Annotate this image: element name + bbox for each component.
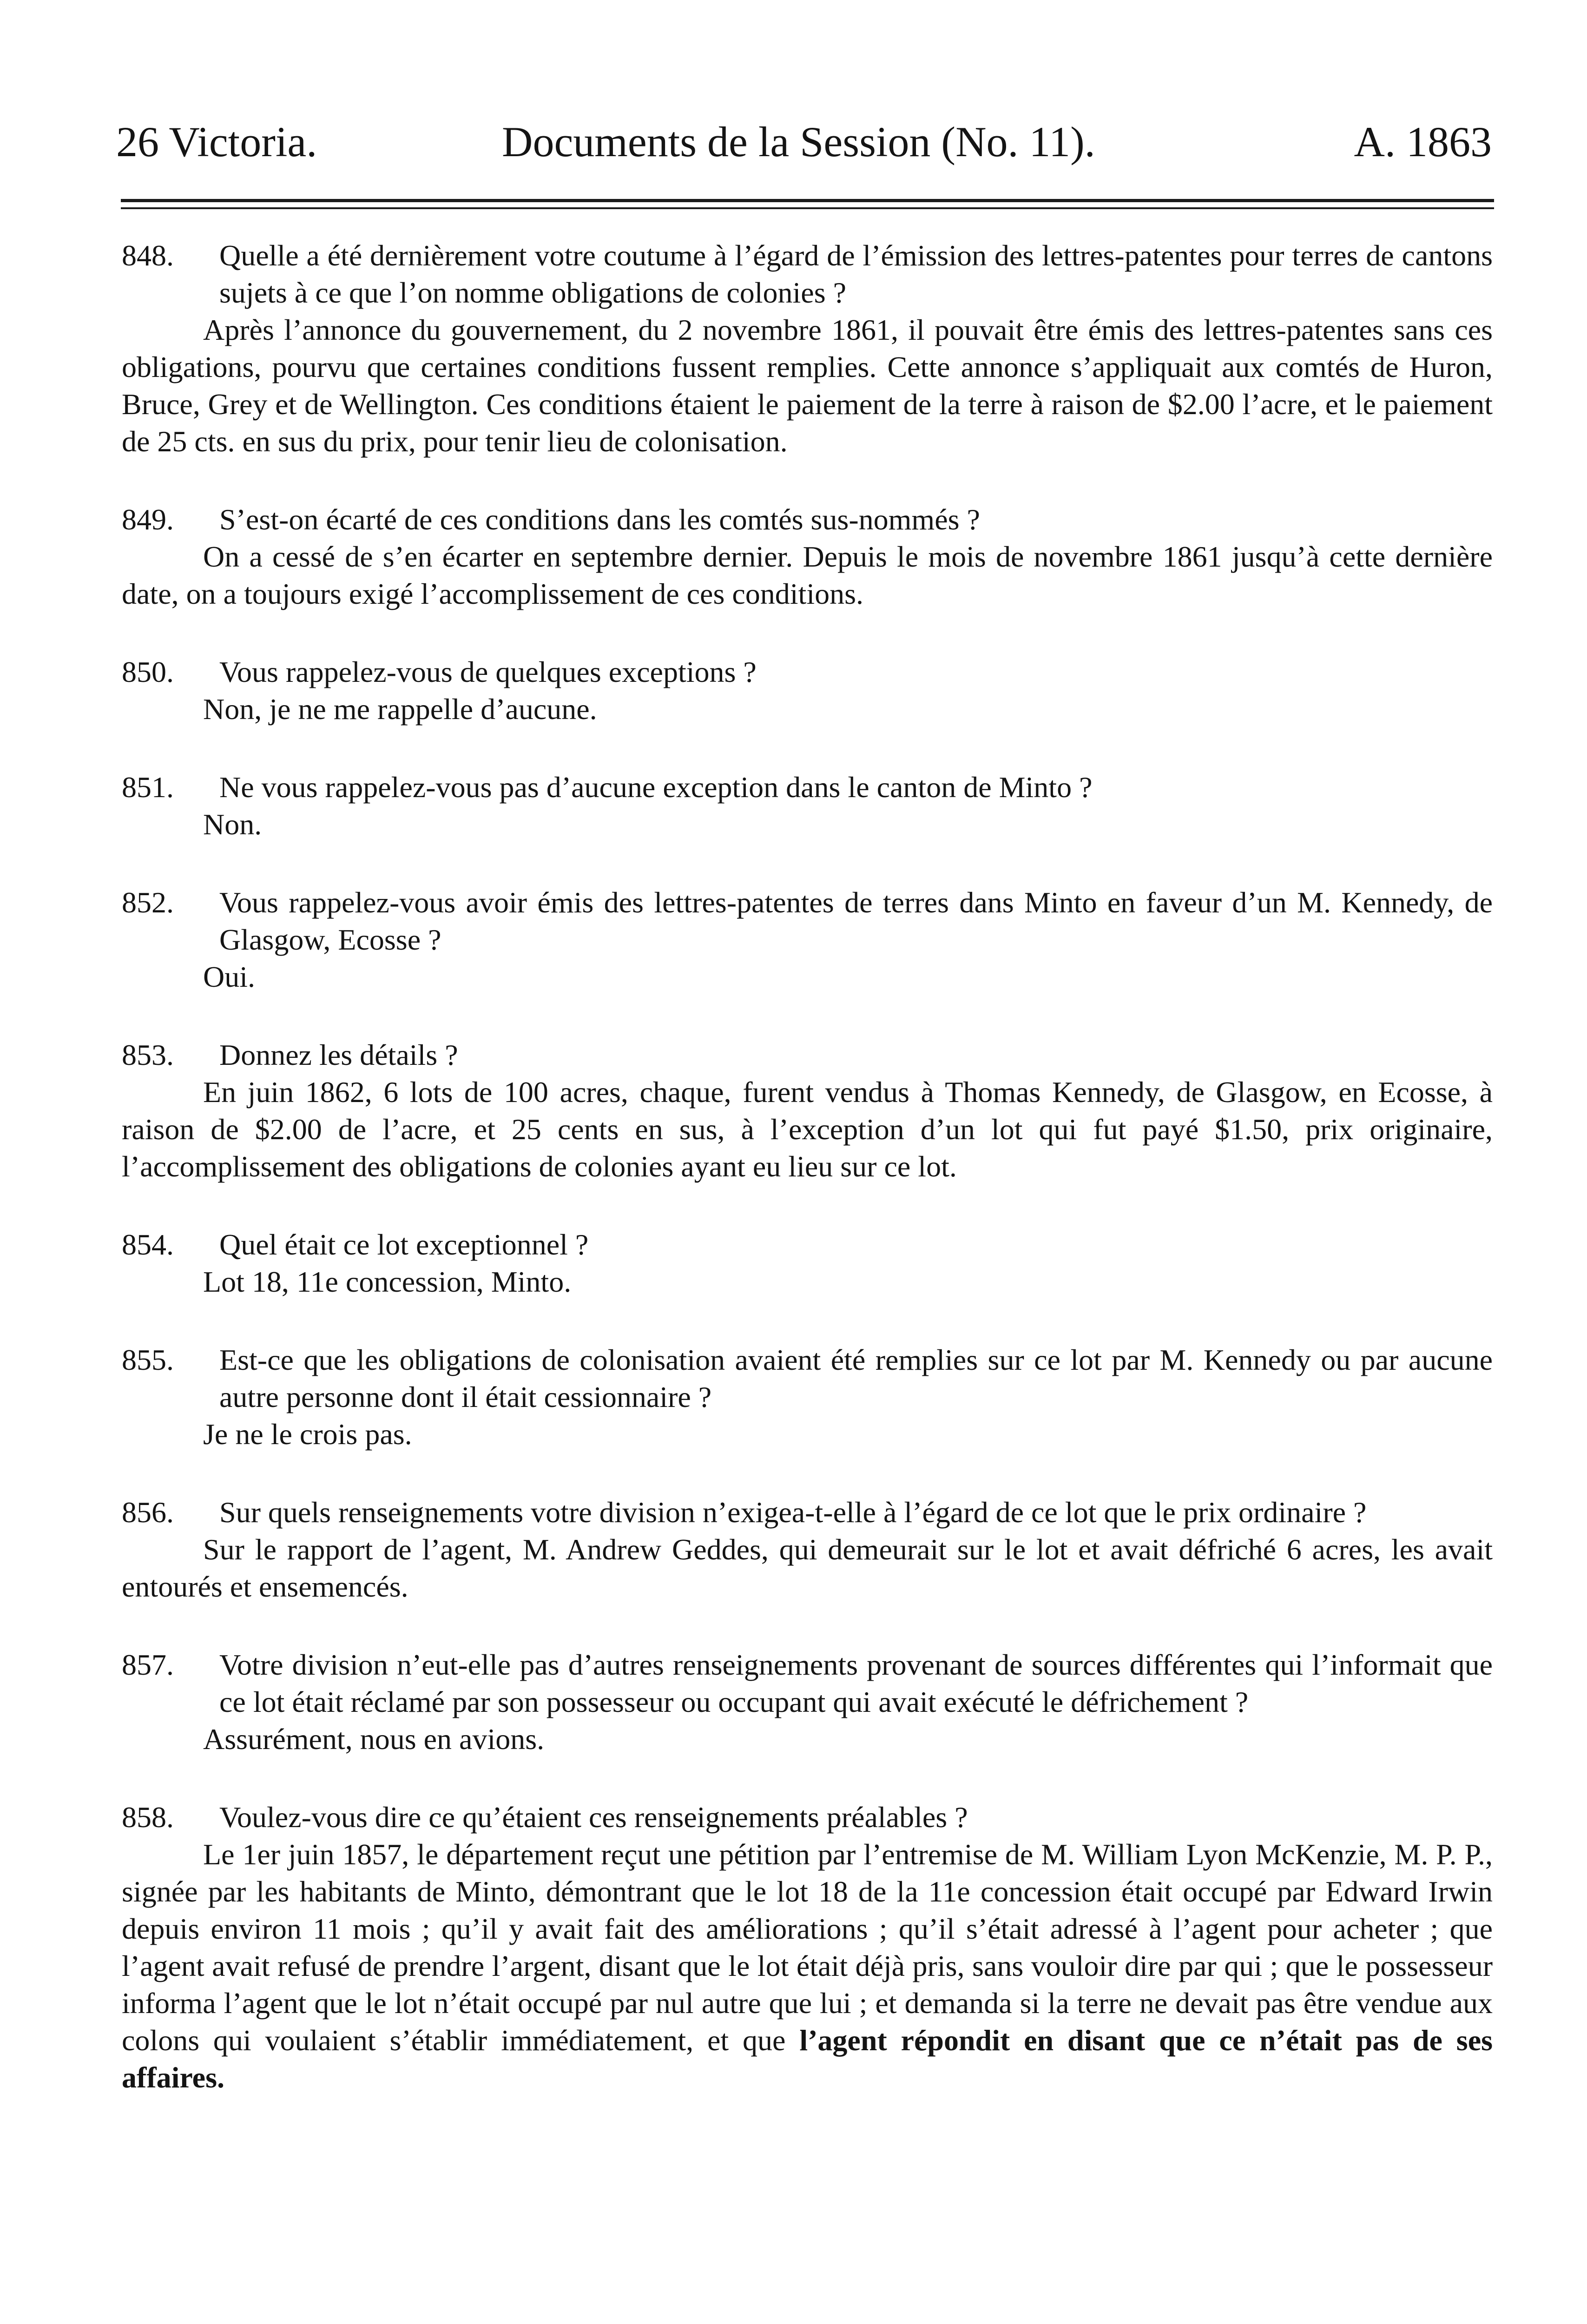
qa-entry <box>122 884 1493 996</box>
question-number: 858. <box>122 1801 174 1834</box>
qa-entry <box>122 237 1493 460</box>
answer-text: On a cessé de s’en écarter en septembre dernier. Depuis le mois de novembre 1861 jusqu’à cette dernière date, on a toujours exigé l’accomplissement de ces conditions. <box>122 540 1493 610</box>
question-text: Est-ce que les obligations de colonisation avaient été remplies sur ce lot par M. Kennedy ou par aucune autre personne dont il était cessionnaire ? <box>219 1343 1493 1413</box>
qa-entry <box>122 1799 1493 2096</box>
answer-text: Assurément, nous en avions. <box>203 1723 545 1756</box>
qa-entry <box>122 1646 1493 1758</box>
header-year: 26 Victoria. <box>116 118 317 165</box>
question <box>122 501 1493 538</box>
question <box>122 769 1493 806</box>
qa-entry <box>122 769 1493 843</box>
answer-text-bold: l’agent répondit en disant que ce n’était pas de ses affaires. <box>122 2024 1493 2094</box>
qa-entry <box>122 1037 1493 1185</box>
question-number: 850. <box>122 655 174 688</box>
answer-text: Non. <box>203 808 262 841</box>
qa-entry <box>122 1226 1493 1301</box>
header-rule <box>121 199 1494 202</box>
question <box>122 884 1493 958</box>
question <box>122 237 1493 311</box>
question-text: Ne vous rappelez-vous pas d’aucune exception dans le canton de Minto ? <box>219 771 1093 804</box>
question-text: S’est-on écarté de ces conditions dans les comtés sus-nommés ? <box>219 503 980 536</box>
answer-text: Lot 18, 11e concession, Minto. <box>203 1265 572 1298</box>
question <box>122 1226 1493 1263</box>
question-number: 856. <box>122 1496 174 1529</box>
header-session: A. 1863 <box>1354 118 1492 165</box>
answer-text: Sur le rapport de l’agent, M. Andrew Geddes, qui demeurait sur le lot et avait défriché 6 acres, les avait entourés et ensemencés. <box>122 1533 1493 1603</box>
answer-text: Le 1er juin 1857, le département reçut une pétition par l’entremise de M. William Lyon McKenzie, M. P. P., signée par les habitants de Minto, démontrant que le lot 18 de la 11e concession était occupé par Edward Irwin depuis environ 11 mois ; qu’il y avait fait des améliorations ; qu’il s’était adressé à l’agent pour acheter ; que l’agent avait refusé de prendre l’argent, disant que le lot était déjà pris, sans vouloir dire par qui ; que le possesseur informa l’agent que le lot n’était occupé par nul autre que lui ; et demanda si la terre ne devait pas être vendue aux colons qui voulaient s’établir immédiatement, et que <box>122 1838 1493 2057</box>
question <box>122 1494 1493 1531</box>
question-text: Votre division n’eut-elle pas d’autres renseignements provenant de sources différentes qui l’informait que ce lot était réclamé par son possesseur ou occupant qui avait exécuté le défrichement ? <box>219 1648 1493 1718</box>
answer-text: En juin 1862, 6 lots de 100 acres, chaque, furent vendus à Thomas Kennedy, de Glasgow, en Ecosse, à raison de $2.00 de l’acre, et 25 cents en sus, à l’exception d’un lot qui fut payé $1.50, prix originaire, l’accomplissement des obligations de colonies ayant eu lieu sur ce lot. <box>122 1076 1493 1183</box>
question-number: 854. <box>122 1228 174 1261</box>
qa-entry <box>122 501 1493 613</box>
question-number: 848. <box>122 239 174 272</box>
header-rule-thin <box>121 207 1494 209</box>
question <box>122 1646 1493 1721</box>
header-title: Documents de la Session (No. 11). <box>502 118 1095 165</box>
question-text: Quel était ce lot exceptionnel ? <box>219 1228 589 1261</box>
question <box>122 654 1493 691</box>
question-text: Vous rappelez-vous avoir émis des lettres-patentes de terres dans Minto en faveur d’un M. Kennedy, de Glasgow, Ecosse ? <box>219 886 1493 956</box>
answer-paragraph <box>122 1836 1493 2096</box>
question-number: 849. <box>122 503 174 536</box>
answer-text: Non, je ne me rappelle d’aucune. <box>203 693 597 726</box>
question-number: 855. <box>122 1343 174 1376</box>
question <box>122 1799 1493 1836</box>
question-text: Donnez les détails ? <box>219 1038 458 1071</box>
question-text: Sur quels renseignements votre division n’exigea-t-elle à l’égard de ce lot que le prix ordinaire ? <box>219 1496 1367 1529</box>
qa-entry <box>122 1341 1493 1453</box>
testimony-body <box>122 237 1493 2137</box>
running-header <box>116 116 1492 167</box>
question-number: 857. <box>122 1648 174 1681</box>
question <box>122 1341 1493 1416</box>
answer-text: Je ne le crois pas. <box>203 1418 412 1451</box>
question-number: 851. <box>122 771 174 804</box>
question-text: Voulez-vous dire ce qu’étaient ces renseignements préalables ? <box>219 1801 968 1834</box>
question-text: Vous rappelez-vous de quelques exceptions ? <box>219 655 757 688</box>
answer-text: Après l’annonce du gouvernement, du 2 novembre 1861, il pouvait être émis des lettres-patentes sans ces obligations, pourvu que certaines conditions fussent remplies. Cette annonce s’appliquait aux comtés de Huron, Bruce, Grey et de Wellington. Ces conditions étaient le paiement de la terre à raison de $2.00 l’acre, et le paiement de 25 cts. en sus du prix, pour tenir lieu de colonisation. <box>122 313 1493 458</box>
question-text: Quelle a été dernièrement votre coutume à l’égard de l’émission des lettres-patentes pour terres de cantons sujets à ce que l’on nomme obligations de colonies ? <box>219 239 1493 309</box>
question <box>122 1037 1493 1074</box>
question-number: 853. <box>122 1038 174 1071</box>
qa-entry <box>122 654 1493 728</box>
question-number: 852. <box>122 886 174 919</box>
qa-entry <box>122 1494 1493 1605</box>
answer-text: Oui. <box>203 960 255 993</box>
